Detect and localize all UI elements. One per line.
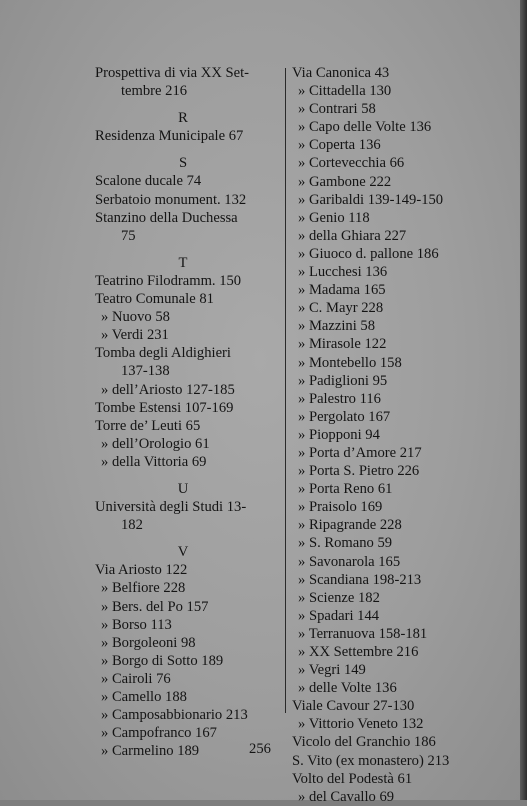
index-subentry: » Bers. del Po 157 xyxy=(95,598,281,616)
index-entry: Viale Cavour 27-130 xyxy=(292,698,415,715)
index-subentry: » Madama 165 xyxy=(292,281,482,299)
index-subentry: » della Ghiara 227 xyxy=(292,227,482,245)
index-entry: Tomba degli Aldighieri xyxy=(95,345,231,362)
index-subentry: » del Cavallo 69 xyxy=(292,788,482,806)
index-subentry: » Camposabbionario 213 xyxy=(95,706,281,724)
index-entry-continuation: 182 xyxy=(121,517,143,534)
index-subentry: » Montebello 158 xyxy=(292,354,482,372)
index-entry-continuation: 137-138 xyxy=(121,363,170,380)
index-entry: Via Ariosto 122 xyxy=(95,562,188,579)
index-subentry: » Campofranco 167 xyxy=(95,724,281,742)
index-subentry: » Lucchesi 136 xyxy=(292,263,482,281)
index-subentry: » Palestro 116 xyxy=(292,390,482,408)
index-subentry: » Giuoco d. pallone 186 xyxy=(292,245,482,263)
index-entry: Stanzino della Duchessa xyxy=(95,209,238,226)
index-entry: Volto del Podestà 61 xyxy=(292,770,413,787)
section-letter: U xyxy=(177,480,189,497)
index-subentry: » Coperta 136 xyxy=(292,136,482,154)
index-subentry: » dell’Orologio 61 xyxy=(95,435,281,453)
column-divider xyxy=(285,68,286,713)
page-number: 256 xyxy=(249,741,271,757)
index-subentry: » Cittadella 130 xyxy=(292,82,482,100)
index-subentry: » Cairoli 76 xyxy=(95,670,281,688)
index-column-left xyxy=(95,64,281,760)
section-letter: R xyxy=(178,110,188,127)
index-subentry: » Savonarola 165 xyxy=(292,553,482,571)
index-entry: S. Vito (ex monastero) 213 xyxy=(292,752,450,769)
index-column-right xyxy=(292,64,482,806)
spacer xyxy=(95,471,281,480)
index-entry: Teatrino Filodramm. 150 xyxy=(95,272,242,289)
index-subentry: » dell’Ariosto 127-185 xyxy=(95,381,281,399)
index-subentry: » Borgoleoni 98 xyxy=(95,634,281,652)
index-subentry: » Terranuova 158-181 xyxy=(292,625,482,643)
spacer xyxy=(95,534,281,543)
index-subentry: » Contrari 58 xyxy=(292,100,482,118)
index-subentry: » Spadari 144 xyxy=(292,607,482,625)
index-entry: Torre de’ Leuti 65 xyxy=(95,417,201,434)
index-subentry: » Pergolato 167 xyxy=(292,408,482,426)
index-subentry: » Garibaldi 139-149-150 xyxy=(292,191,482,209)
spacer xyxy=(95,100,281,109)
index-subentry: » Porta S. Pietro 226 xyxy=(292,462,482,480)
index-entry: Residenza Municipale 67 xyxy=(95,128,244,145)
index-entry: Tombe Estensi 107-169 xyxy=(95,399,234,416)
index-entry: Scalone ducale 74 xyxy=(95,173,202,190)
index-subentry: » XX Settembre 216 xyxy=(292,643,482,661)
index-subentry: » Porta Reno 61 xyxy=(292,480,482,498)
index-subentry: » Nuovo 58 xyxy=(95,308,281,326)
index-entry: Serbatoio monument. 132 xyxy=(95,191,247,208)
index-entry-continuation: 75 xyxy=(121,227,136,244)
index-subentry: » Carmelino 189 xyxy=(95,742,281,760)
section-letter: T xyxy=(178,254,188,271)
index-subentry: » Borso 113 xyxy=(95,616,281,634)
index-subentry: » Praisolo 169 xyxy=(292,498,482,516)
section-letter: V xyxy=(177,544,189,561)
index-subentry: » Ripagrande 228 xyxy=(292,516,482,534)
index-subentry: » Piopponi 94 xyxy=(292,426,482,444)
index-subentry: » Scandiana 198-213 xyxy=(292,571,482,589)
index-subentry: » Borgo di Sotto 189 xyxy=(95,652,281,670)
index-subentry: » Genio 118 xyxy=(292,209,482,227)
index-subentry: » Verdi 231 xyxy=(95,326,281,344)
index-subentry: » Capo delle Volte 136 xyxy=(292,118,482,136)
index-subentry: » della Vittoria 69 xyxy=(95,453,281,471)
index-subentry: » Padiglioni 95 xyxy=(292,372,482,390)
index-subentry: » Gambone 222 xyxy=(292,173,482,191)
index-subentry: » Cortevecchia 66 xyxy=(292,154,482,172)
spacer xyxy=(95,145,281,154)
index-subentry: » Porta d’Amore 217 xyxy=(292,444,482,462)
section-letter: S xyxy=(178,155,188,172)
index-entry: Teatro Comunale 81 xyxy=(95,291,214,308)
index-entry: Università degli Studi 13- xyxy=(95,499,247,516)
index-subentry: » Mirasole 122 xyxy=(292,335,482,353)
index-entry: Vicolo del Granchio 186 xyxy=(292,734,436,751)
index-subentry: » Belfiore 228 xyxy=(95,579,281,597)
index-entry: Via Canonica 43 xyxy=(292,65,390,81)
index-subentry: » delle Volte 136 xyxy=(292,679,482,697)
index-subentry: » Scienze 182 xyxy=(292,589,482,607)
index-subentry: » Vegri 149 xyxy=(292,661,482,679)
index-subentry: » S. Romano 59 xyxy=(292,534,482,552)
index-entry-continuation: tembre 216 xyxy=(121,83,188,100)
page-edge-shadow xyxy=(520,0,527,800)
index-subentry: » C. Mayr 228 xyxy=(292,299,482,317)
index-subentry: » Camello 188 xyxy=(95,688,281,706)
index-subentry: » Mazzini 58 xyxy=(292,317,482,335)
index-entry: Prospettiva di via XX Set- xyxy=(95,65,250,81)
index-subentry: » Vittorio Veneto 132 xyxy=(292,715,482,733)
spacer xyxy=(95,245,281,254)
